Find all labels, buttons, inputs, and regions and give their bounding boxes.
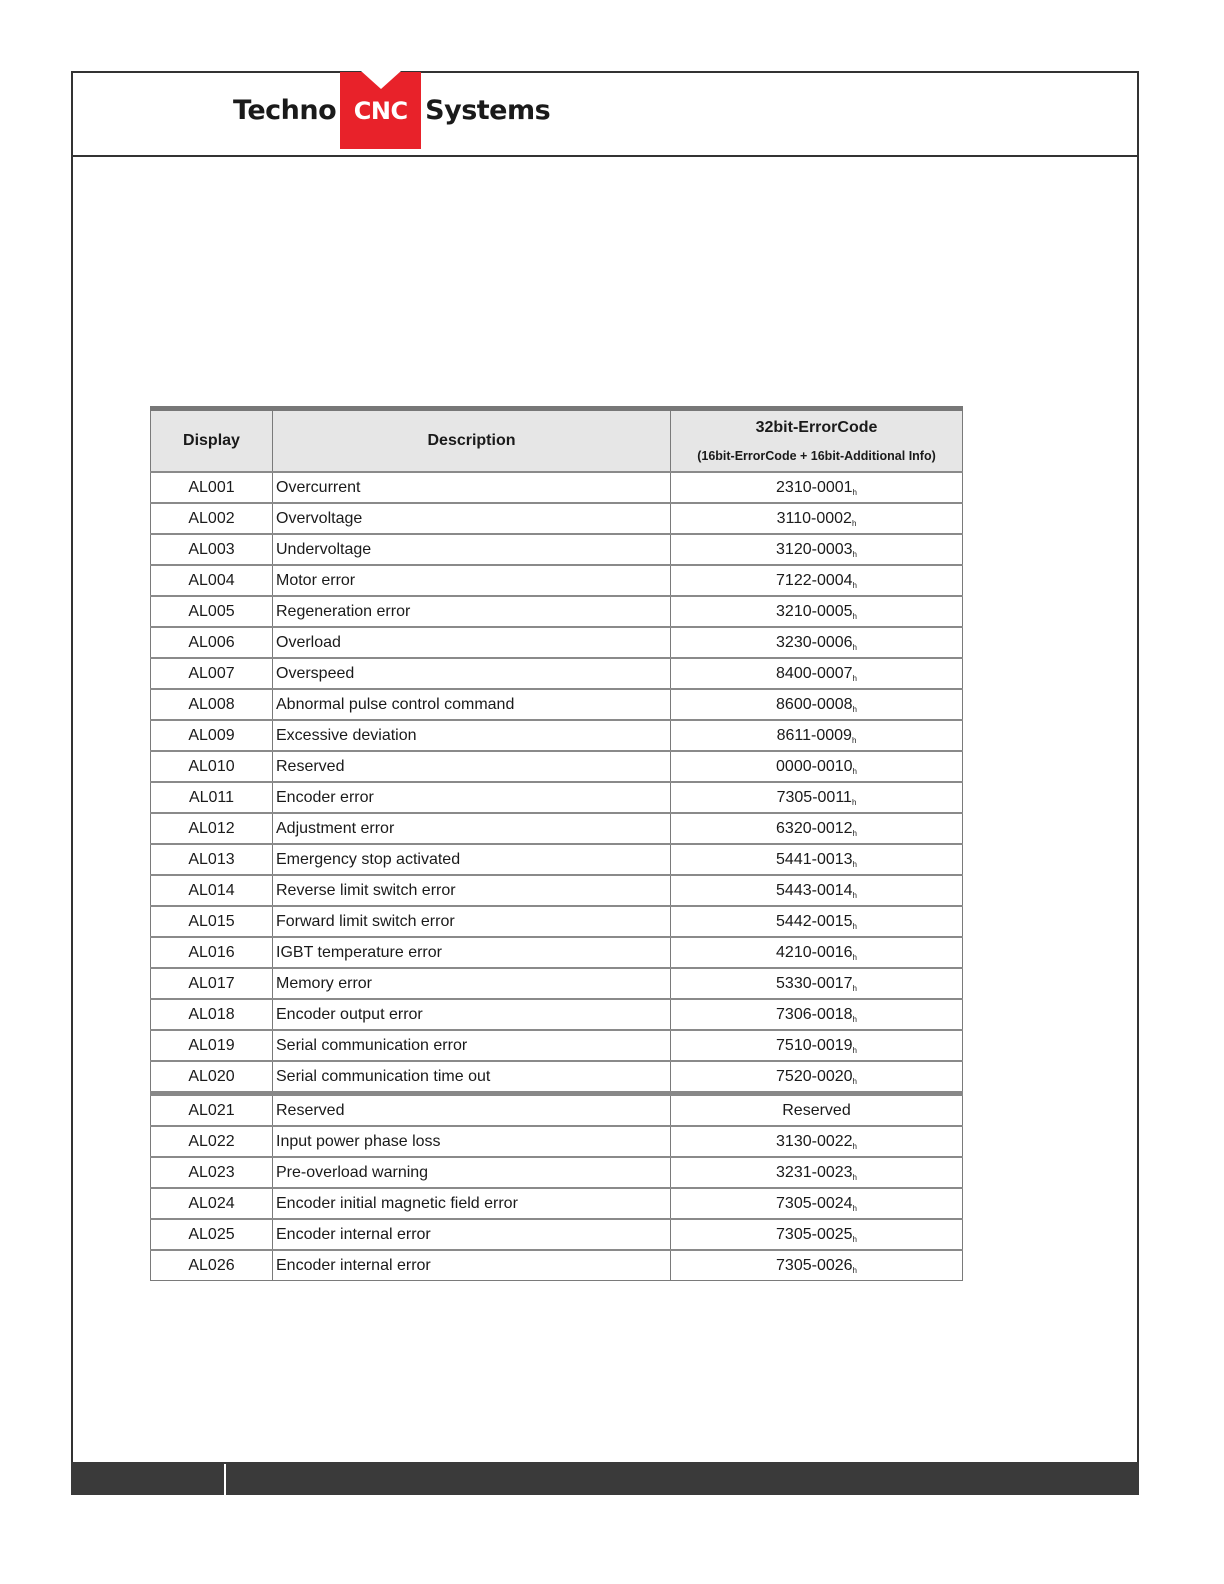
cell-display: AL023	[151, 1157, 273, 1188]
cell-display: AL010	[151, 751, 273, 782]
error-code-value: 3231-0023	[776, 1163, 853, 1181]
table-row	[151, 1030, 963, 1061]
cell-error-code	[671, 1188, 963, 1219]
cell-display: AL022	[151, 1126, 273, 1157]
cell-description: Undervoltage	[273, 534, 671, 565]
cell-description: Reserved	[273, 1094, 671, 1127]
error-code-value: 3210-0005	[776, 602, 853, 620]
hex-suffix: h	[852, 1076, 857, 1086]
cell-description: Encoder internal error	[273, 1219, 671, 1250]
error-code-value: 5441-0013	[776, 850, 853, 868]
table-row	[151, 813, 963, 844]
table-row	[151, 720, 963, 751]
cell-error-code	[671, 1157, 963, 1188]
cell-display: AL016	[151, 937, 273, 968]
hex-suffix: h	[852, 983, 857, 993]
alarm-rows	[151, 472, 963, 1281]
cell-display: AL002	[151, 503, 273, 534]
table-row	[151, 534, 963, 565]
cell-description: Overload	[273, 627, 671, 658]
hex-suffix: h	[852, 952, 857, 962]
alarm-code-table	[150, 406, 963, 1281]
table-row	[151, 937, 963, 968]
cell-description: Overspeed	[273, 658, 671, 689]
hex-suffix: h	[852, 1014, 857, 1024]
cell-display: AL018	[151, 999, 273, 1030]
cell-error-code	[671, 844, 963, 875]
cell-error-code	[671, 658, 963, 689]
cell-display: AL026	[151, 1250, 273, 1281]
cell-error-code	[671, 1250, 963, 1281]
hex-suffix: h	[852, 1172, 857, 1182]
error-code-value: 2310-0001	[776, 478, 853, 496]
error-code-value: 7305-0026	[776, 1256, 853, 1274]
error-code-value: 6320-0012	[776, 819, 853, 837]
cell-display: AL009	[151, 720, 273, 751]
table-row	[151, 875, 963, 906]
error-code-value: 4210-0016	[776, 943, 853, 961]
table-row	[151, 1219, 963, 1250]
table-row	[151, 999, 963, 1030]
cell-description: Motor error	[273, 565, 671, 596]
cell-display: AL015	[151, 906, 273, 937]
cell-description: Forward limit switch error	[273, 906, 671, 937]
cell-error-code	[671, 1061, 963, 1094]
error-code-value: 7305-0011	[776, 788, 852, 806]
cell-display: AL008	[151, 689, 273, 720]
table-row	[151, 1061, 963, 1094]
cell-display: AL001	[151, 472, 273, 503]
cell-display: AL006	[151, 627, 273, 658]
error-code-value: 3110-0002	[776, 509, 852, 527]
cell-error-code	[671, 720, 963, 751]
error-code-value: 8600-0008	[776, 695, 853, 713]
cell-description: Serial communication error	[273, 1030, 671, 1061]
cell-description: Overvoltage	[273, 503, 671, 534]
hex-suffix: h	[852, 704, 857, 714]
cell-description: Memory error	[273, 968, 671, 999]
error-code-value: 3230-0006	[776, 633, 853, 651]
cell-description: Excessive deviation	[273, 720, 671, 751]
cell-error-code	[671, 627, 963, 658]
logo-notch-icon	[361, 71, 401, 89]
cell-display: AL007	[151, 658, 273, 689]
hex-suffix: h	[852, 859, 857, 869]
table-row	[151, 1250, 963, 1281]
error-code-value: 7305-0024	[776, 1194, 853, 1212]
error-code-value: 7305-0025	[776, 1225, 853, 1243]
cell-error-code	[671, 999, 963, 1030]
hex-suffix: h	[852, 1045, 857, 1055]
cell-description: Encoder output error	[273, 999, 671, 1030]
cell-error-code	[671, 596, 963, 627]
error-code-value: 7122-0004	[776, 571, 853, 589]
cell-description: Reverse limit switch error	[273, 875, 671, 906]
cell-display: AL004	[151, 565, 273, 596]
error-code-value: 8400-0007	[776, 664, 853, 682]
hex-suffix: h	[852, 1141, 857, 1151]
footer-divider	[224, 1464, 226, 1495]
table-row	[151, 503, 963, 534]
hex-suffix: h	[851, 735, 857, 745]
table-row	[151, 1094, 963, 1127]
cell-description: Pre-overload warning	[273, 1157, 671, 1188]
cell-display: AL005	[151, 596, 273, 627]
cell-error-code	[671, 751, 963, 782]
cell-description: Regeneration error	[273, 596, 671, 627]
hex-suffix: h	[852, 673, 857, 683]
cell-display: AL025	[151, 1219, 273, 1250]
cell-error-code	[671, 1094, 963, 1127]
logo-word-techno: Techno	[233, 95, 337, 126]
cell-description: Abnormal pulse control command	[273, 689, 671, 720]
table-row	[151, 968, 963, 999]
cell-error-code	[671, 472, 963, 503]
table-row	[151, 472, 963, 503]
cell-display: AL014	[151, 875, 273, 906]
header-error-code-title: 32bit-ErrorCode	[755, 419, 878, 436]
logo-word-systems: Systems	[425, 95, 551, 126]
cell-error-code	[671, 689, 963, 720]
cell-error-code	[671, 565, 963, 596]
cell-description: IGBT temperature error	[273, 937, 671, 968]
hex-suffix: h	[852, 487, 857, 497]
hex-suffix: h	[852, 549, 857, 559]
cell-error-code	[671, 968, 963, 999]
table-row	[151, 751, 963, 782]
hex-suffix: h	[852, 1265, 857, 1275]
error-code-value: 8611-0009	[776, 726, 852, 744]
cell-error-code	[671, 782, 963, 813]
cell-description: Reserved	[273, 751, 671, 782]
cell-error-code	[671, 503, 963, 534]
table-row	[151, 658, 963, 689]
hex-suffix: h	[852, 921, 857, 931]
error-code-value: 7306-0018	[776, 1005, 853, 1023]
cell-description: Emergency stop activated	[273, 844, 671, 875]
cell-display: AL012	[151, 813, 273, 844]
hex-suffix: h	[852, 611, 857, 621]
header-description: Description	[273, 409, 671, 473]
hex-suffix: h	[852, 642, 857, 652]
cell-display: AL020	[151, 1061, 273, 1094]
cell-error-code	[671, 813, 963, 844]
cell-error-code	[671, 1126, 963, 1157]
cell-description: Encoder initial magnetic field error	[273, 1188, 671, 1219]
cell-error-code	[671, 937, 963, 968]
table-row	[151, 1188, 963, 1219]
error-code-value: 7510-0019	[776, 1036, 853, 1054]
header-display: Display	[151, 409, 273, 473]
table-row	[151, 689, 963, 720]
header-error-code	[671, 409, 963, 473]
footer-bar	[71, 1462, 1139, 1495]
header-error-code-subtitle: (16bit-ErrorCode + 16bit-Additional Info)	[697, 449, 936, 463]
cell-display: AL021	[151, 1094, 273, 1127]
table-header-row	[151, 409, 963, 473]
hex-suffix: h	[852, 828, 857, 838]
hex-suffix: h	[851, 797, 857, 807]
table-row	[151, 844, 963, 875]
cell-display: AL019	[151, 1030, 273, 1061]
cell-display: AL003	[151, 534, 273, 565]
error-code-value: 5442-0015	[776, 912, 853, 930]
header-divider	[71, 155, 1139, 157]
cell-description: Adjustment error	[273, 813, 671, 844]
cell-display: AL013	[151, 844, 273, 875]
cell-description: Encoder error	[273, 782, 671, 813]
error-code-value: 3130-0022	[776, 1132, 853, 1150]
table-row	[151, 1126, 963, 1157]
cell-error-code	[671, 1030, 963, 1061]
cell-error-code	[671, 875, 963, 906]
table-row	[151, 565, 963, 596]
cell-error-code	[671, 1219, 963, 1250]
hex-suffix: h	[852, 1234, 857, 1244]
table-row	[151, 627, 963, 658]
error-code-value: 5330-0017	[776, 974, 853, 992]
error-code-value: Reserved	[782, 1101, 851, 1119]
cell-display: AL024	[151, 1188, 273, 1219]
company-logo	[233, 72, 550, 149]
hex-suffix: h	[852, 766, 857, 776]
cell-description: Encoder internal error	[273, 1250, 671, 1281]
hex-suffix: h	[851, 518, 857, 528]
table-row	[151, 906, 963, 937]
cell-description: Input power phase loss	[273, 1126, 671, 1157]
error-code-value: 3120-0003	[776, 540, 853, 558]
error-code-value: 0000-0010	[776, 757, 853, 775]
cell-error-code	[671, 906, 963, 937]
error-code-value: 7520-0020	[776, 1067, 853, 1085]
hex-suffix: h	[852, 580, 857, 590]
logo-word-cnc: CNC	[353, 96, 408, 125]
cell-error-code	[671, 534, 963, 565]
hex-suffix: h	[852, 1203, 857, 1213]
cell-display: AL017	[151, 968, 273, 999]
table-row	[151, 596, 963, 627]
hex-suffix: h	[852, 890, 857, 900]
cell-description: Serial communication time out	[273, 1061, 671, 1094]
cell-description: Overcurrent	[273, 472, 671, 503]
table-row	[151, 1157, 963, 1188]
logo-cnc-block	[340, 72, 421, 149]
error-code-value: 5443-0014	[776, 881, 853, 899]
cell-display: AL011	[151, 782, 273, 813]
table-row	[151, 782, 963, 813]
